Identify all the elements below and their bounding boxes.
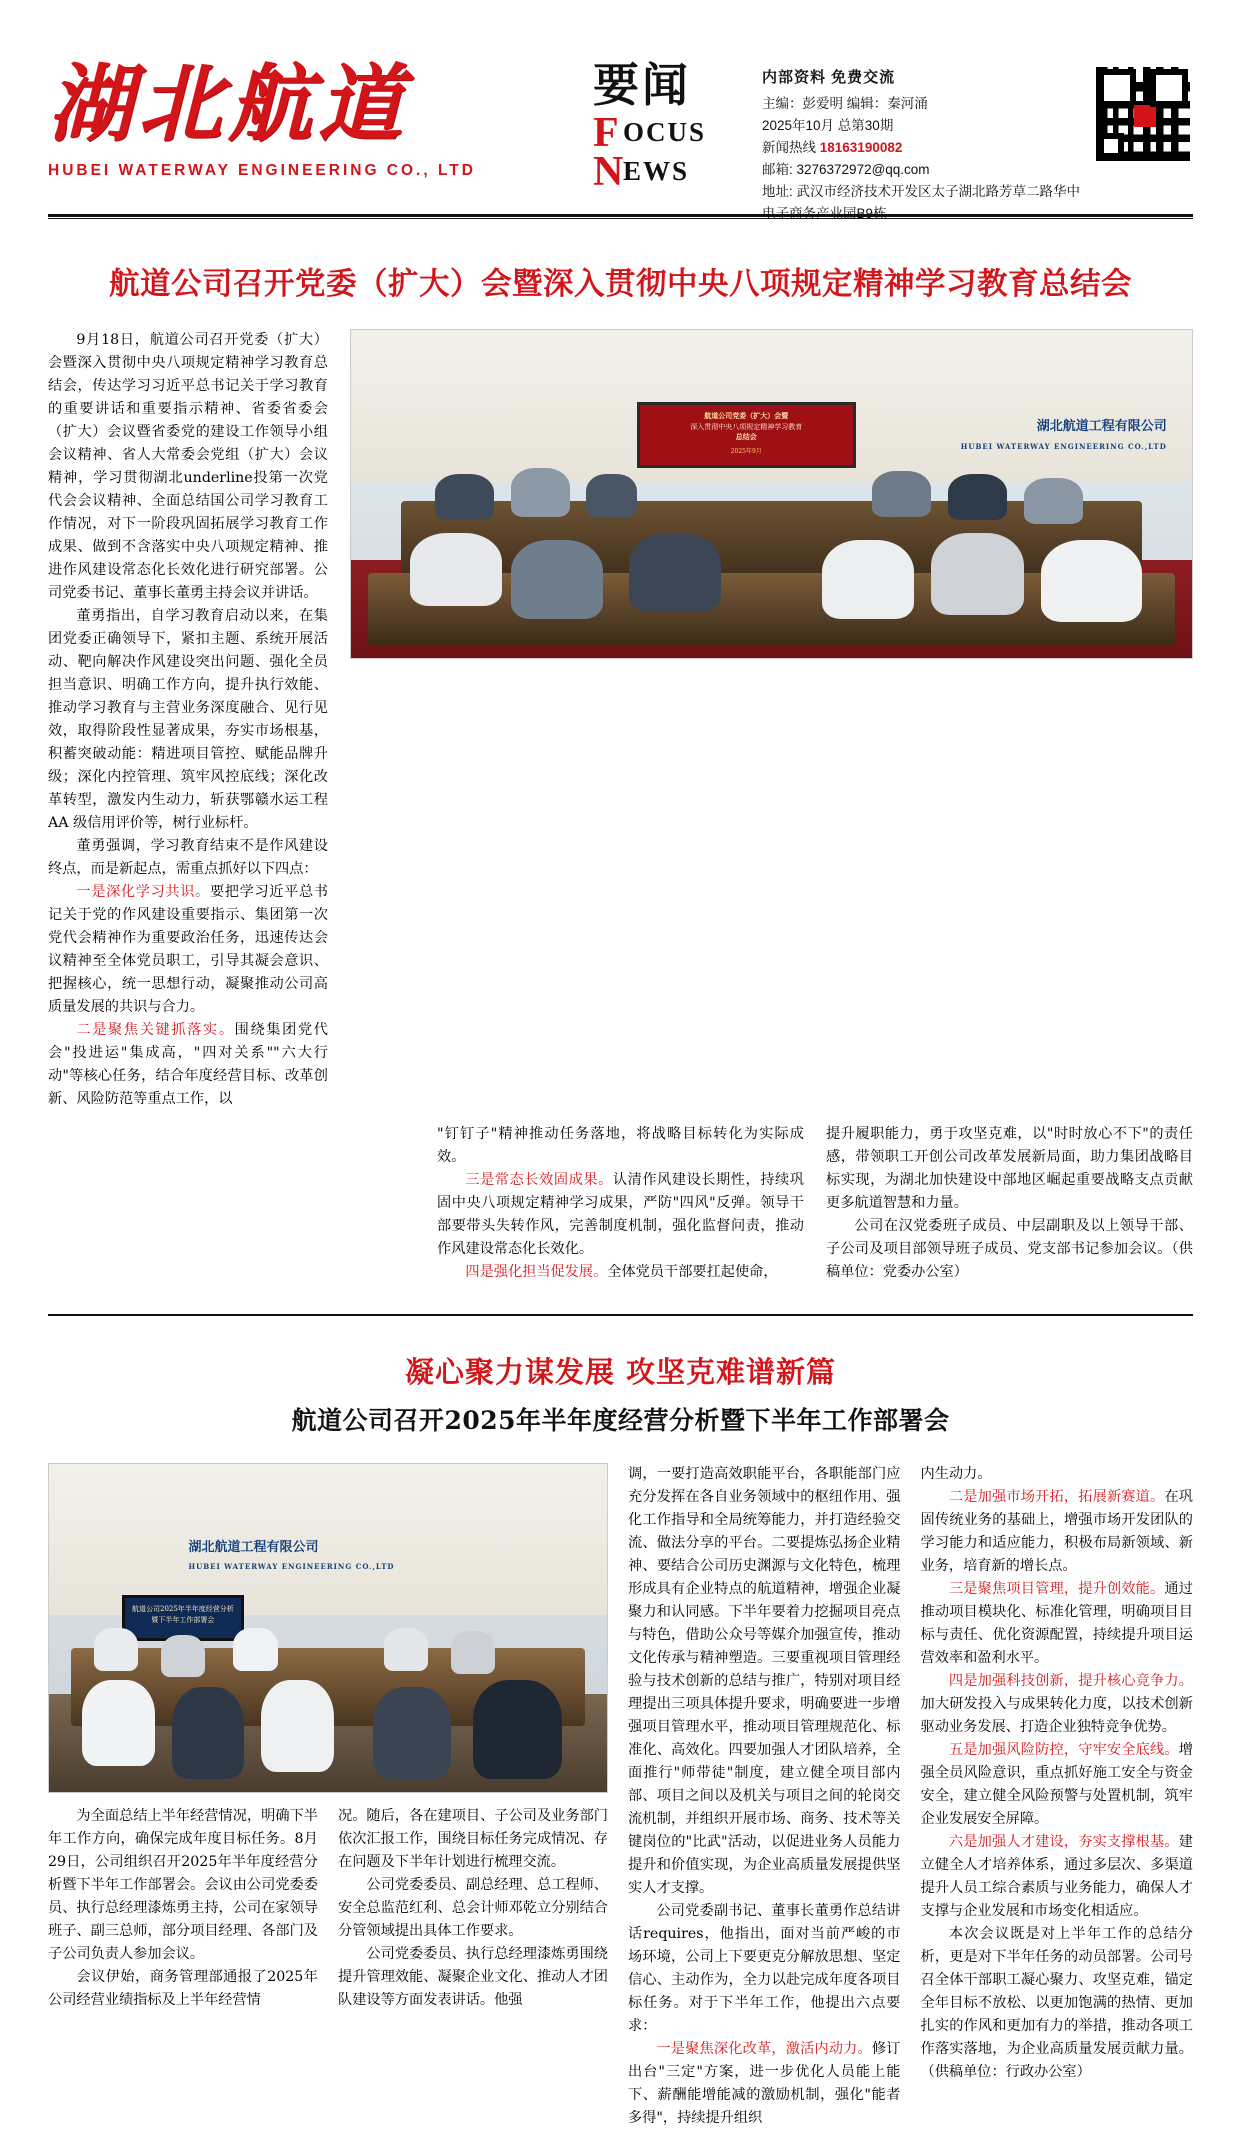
article1-photo <box>350 329 1193 659</box>
meeting-screen <box>637 402 856 468</box>
item-label: 二是加强市场开拓，拓展新赛道。 <box>948 1489 1165 1505</box>
article2-column-4 <box>921 1463 1194 2130</box>
paragraph: 为全面总结上半年经营情况，明确下半年工作方向，确保完成年度目标任务。8月29日，公司组织召开2025年半年度经营分析暨下半年工作部署会。会议由公司党委委员、执行总经理漆炼勇主持，公司在家领导班子、副三总师，部分项目经理、各部门及子公司负责人参加会议。 <box>48 1808 318 1962</box>
wall-logo-cn: 湖北航道工程有限公司 <box>1036 419 1167 435</box>
wall-logo-en: HUBEI WATERWAY ENGINEERING CO.,LTD <box>960 441 1167 451</box>
item-text: 增强全员风险意识，重点抓好施工安全与资金安全，建立健全风险预警与处置机制，筑牢企业发展安全屏障。 <box>920 1742 1193 1827</box>
paragraph: 董勇强调，学习教育结束不是作风建设终点，而是新起点，需重点抓好以下四点： <box>48 838 328 877</box>
screen-date: 2025年9月 <box>730 447 762 455</box>
paragraph: 提升履职能力，勇于攻坚克难，以"时时放心不下"的责任感，带领职工开创公司改革发展新局面，助力集团战略目标实现，为湖北加快建设中部地区崛起重要战略支点贡献更多航道智慧和力量。 <box>826 1126 1193 1211</box>
hotline-number: 18163190082 <box>819 140 903 156</box>
screen-line-1: 航道公司2025年半年度经营分析 <box>131 1605 234 1614</box>
paragraph <box>921 1486 1194 1578</box>
publication-logo <box>48 54 593 180</box>
item-label: 三是常态长效固成果。 <box>465 1172 613 1188</box>
article1-column-1 <box>48 329 328 1111</box>
screen-line-3: 总结会 <box>735 432 757 442</box>
wall-logo-cn: 湖北航道工程有限公司 <box>188 1540 319 1556</box>
item-text: 加大研发投入与成果转化力度，以技术创新驱动业务发展、打造企业独特竞争优势。 <box>920 1696 1193 1735</box>
paragraph <box>48 881 328 1019</box>
paragraph: 9月18日，航道公司召开党委（扩大）会暨深入贯彻中央八项规定精神学习教育总结会，传达学习习近平总书记关于学习教育的重要讲话和重要指示精神、省委省委会（扩大）会议暨省委党的建设工作领导小组会议精神、省人大常委会党组（扩大）会议精神，学习贯彻湖北underline投第一次党代会会议精神、全面总结国公司学习教育工作情况，对下一阶段巩固拓展学习教育工作成果、做到不含落实中央八项规定精神、推进作风建设常态化长效化进行研究部署。公司党委书记、董事长董勇主持会议并讲话。 <box>48 332 328 601</box>
article1-bottom-spacer <box>48 1123 415 1284</box>
item-text: 建立健全人才培养体系，通过多层次、多渠道提升人员工综合素质与业务能力，确保人才支撑与企业发展和市场变化相适应。 <box>920 1834 1193 1919</box>
item-text: 通过推动项目模块化、标准化管理，明确项目目标与责任、优化资源配置，持续提升项目运营效率和盈利水平。 <box>920 1581 1193 1666</box>
logo-title-cn: 湖北航道 <box>48 54 409 153</box>
article1-column-3 <box>826 1123 1193 1284</box>
section-nameplate <box>593 58 748 195</box>
focus-rest: OCUS <box>623 117 707 147</box>
issue-line: 2025年10月 总第30期 <box>762 118 894 134</box>
paragraph: 况。随后，各在建项目、子公司及业务部门依次汇报工作，围绕目标任务完成情况、存在问题及下半年计划进行梳理交流。 <box>338 1808 608 1870</box>
article1-headline: 航道公司召开党委（扩大）会暨深入贯彻中央八项规定精神学习教育总结会 <box>109 266 1132 302</box>
paragraph <box>921 1739 1194 1831</box>
item-text: 认清作风建设长期性，持续巩固中央八项规定精神学习成果，严防"四风"反弹。领导干部要带头失转作风，完善制度机制，强化监督问责，推动作风建设常态化长效化。 <box>437 1172 804 1257</box>
paragraph <box>437 1261 804 1284</box>
wall-logo-en: HUBEI WATERWAY ENGINEERING CO.,LTD <box>188 1562 395 1572</box>
item-text: 修订出台"三定"方案，进一步优化人员能上能下、薪酬能增能减的激励机制，强化"能者多得"，持续提升组织 <box>628 2041 901 2126</box>
paragraph <box>921 1831 1194 1923</box>
internal-notice: 内部资料 免费交流 <box>762 69 896 86</box>
item-label: 四是加强科技创新，提升核心竞争力。 <box>948 1673 1193 1689</box>
paragraph: 内生动力。 <box>920 1466 992 1482</box>
hotline-line <box>762 137 1083 159</box>
article2-headline: 凝心聚力谋发展 攻坚克难谱新篇 <box>404 1355 837 1389</box>
paragraph: 本次会议既是对上半年工作的总结分析，更是对下半年任务的动员部署。公司号召全体干部职工凝心聚力、攻坚克难，锚定全年目标不放松、以更加饱满的热情、更加扎实的作风和更加有力的举措，推动各项工作落实落地，为企业高质量发展贡献力量。（供稿单位：行政办公室） <box>920 1926 1193 2080</box>
paragraph: 公司党委委员、副总经理、总工程师、安全总监范红利、总会计师邓乾立分别结合分管领域提出具体工作要求。 <box>338 1877 608 1939</box>
section-nameplate-en <box>593 110 748 195</box>
address-line: 地址: 武汉市经济技术开发区太子湖北路芳草二路华中电子商务产业园B9栋 <box>762 183 1081 221</box>
screen-line-1: 航道公司党委（扩大）会暨 <box>704 411 789 421</box>
hotline-label: 新闻热线 <box>762 140 816 156</box>
news-initial-n: N <box>593 148 624 195</box>
paragraph: 调，一要打造高效职能平台，各职能部门应充分发挥在各自业务领域中的枢纽作用、强化工作指导和全局统筹能力，并打造经验交流、做法分享的平台。二要提炼弘扬企业精神、要结合公司历史渊源与文化特色，梳理形成具有企业特点的航道精神，增强企业凝聚力和认同感。下半年要着力挖掘项目亮点与特色，借助公众号等媒介加强宣传，推动文化传承与精神塑造。三要重视项目管理经验与技术创新的总结与推广，特别对项目经理提出三项具体提升要求，明确要进一步增强项目管理水平，推动项目管理规范化、标准化、高效化。四要加强人才团队培养，全面推行"师带徒"制度，建立健全项目部内部、项目之间以及机关与项目之间的轮岗交流机制，并组织开展市场、商务、技术等关键岗位的"比武"活动，以促进业务人员能力提升和价值实现，为企业高质量发展提供坚实人才支撑。 <box>628 1466 901 1896</box>
screen-line-2: 深入贯彻中央八项规定精神学习教育 <box>690 422 803 431</box>
item-label: 四是强化担当促发展。 <box>465 1264 608 1280</box>
article2 <box>48 1463 1193 2130</box>
item-label: 一是深化学习共识。 <box>76 884 210 900</box>
qr-block <box>1083 60 1193 164</box>
news-rest: EWS <box>623 155 690 186</box>
paragraph <box>437 1169 804 1261</box>
section-divider <box>48 1314 1193 1316</box>
paragraph: 董勇指出，自学习教育启动以来，在集团党委正确领导下，紧扣主题、系统开展活动、靶向解决作风建设突出问题、强化全员担当意识、明确工作方向，提升执行效能、推动学习教育与主营业务深度融合、见行见效，取得阶段性显著成果，夯实市场根基，积蓄突破动能：精进项目管控、赋能品牌升级；深化内控管理、筑牢风控底线；深化改革转型，激发内生动力，斩获鄂赣水运工程 AA 级信用评价等，树行业标杆。 <box>48 608 328 831</box>
item-label: 三是聚焦项目管理，提升创效能。 <box>948 1581 1165 1597</box>
item-text: 在巩固传统业务的基础上，增强市场开发团队的学习能力和适应能力，积极布局新领域、新业务，培育新的增长点。 <box>920 1489 1193 1574</box>
item-text: 围绕集团党代会"投进运"集成高，"四对关系""六大行动"等核心任务，结合年度经营目标、改革创新、风险防范等重点工作，以 <box>48 1022 328 1107</box>
article2-column-3 <box>628 1463 901 2130</box>
email-line: 邮箱: 3276372972@qq.com <box>762 161 930 177</box>
article2-subheadline: 航道公司召开2025年半年度经营分析暨下半年工作部署会 <box>291 1406 950 1435</box>
item-label: 六是加强人才建设，夯实支撑根基。 <box>948 1834 1179 1850</box>
screen-line-2: 暨下半年工作部署会 <box>151 1615 215 1624</box>
item-text: 要把学习近平总书记关于党的作风建设重要指示、集团第一次党代会精神作为重要政治任务，迅速传达会议精神至全体党员职工，引导其凝会意识、把握核心，统一思想行动，凝聚推动公司高质量发展的共识与合力。 <box>48 884 328 1015</box>
item-text: 全体党员干部要扛起使命， <box>607 1264 778 1280</box>
paragraph: 公司党委委员、执行总经理漆炼勇围绕提升管理效能、凝聚企业文化、推动人才团队建设等方面发表讲话。他强 <box>338 1946 608 2008</box>
paragraph <box>48 1019 328 1111</box>
article2-photo <box>48 1463 608 1793</box>
article1-column-2 <box>437 1123 804 1284</box>
item-label: 一是聚焦深化改革，激活内动力。 <box>656 2041 872 2057</box>
article2-column-1 <box>48 1805 318 2012</box>
logo-title-en: HUBEI WATERWAY ENGINEERING CO., LTD <box>48 162 476 180</box>
masthead <box>48 0 1193 221</box>
paragraph <box>628 2038 901 2130</box>
editors-line: 主编：彭爱明 编辑：秦河涌 <box>762 96 928 112</box>
focus-initial-f: F <box>593 110 619 156</box>
paragraph: 公司在汉党委班子成员、中层副职及以上领导干部、子公司及项目部领导班子成员、党支部书记参加会议。（供稿单位：党委办公室） <box>826 1218 1193 1280</box>
paragraph: "钉钉子"精神推动任务落地，将战略目标转化为实际成效。 <box>437 1126 804 1165</box>
section-nameplate-cn: 要闻 <box>593 58 691 112</box>
masthead-info <box>748 60 1083 224</box>
qr-code-icon[interactable] <box>1093 64 1193 164</box>
item-label: 五是加强风险防控，守牢安全底线。 <box>948 1742 1179 1758</box>
article1 <box>48 329 1193 1284</box>
paragraph <box>921 1670 1194 1739</box>
paragraph: 会议伊始，商务管理部通报了2025年公司经营业绩指标及上半年经营情 <box>48 1969 318 2008</box>
paragraph: 公司党委副书记、董事长董勇作总结讲话requires，他指出，面对当前严峻的市场环境，公司上下要更克分解放思想、坚定信心、主动作为，全力以赴完成年度各项目标任务。对于下半年工作，他提出六点要求： <box>628 1903 901 2034</box>
article2-column-2 <box>338 1805 608 2012</box>
paragraph <box>921 1578 1194 1670</box>
item-label: 二是聚焦关键抓落实。 <box>76 1022 235 1038</box>
